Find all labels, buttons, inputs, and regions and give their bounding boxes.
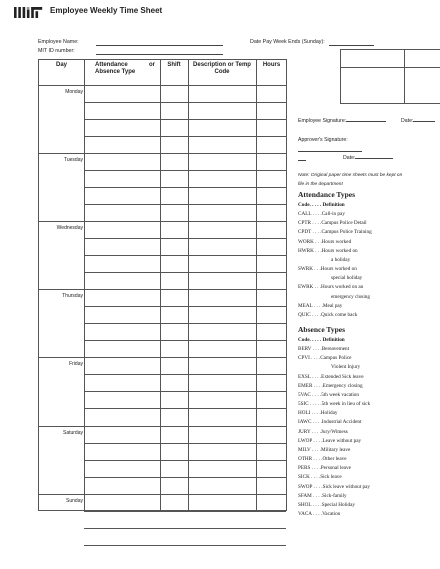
attendance-code: SWRK . . .Hours worked on	[298, 266, 357, 273]
day-divider	[39, 426, 286, 427]
date-label: Date:	[401, 118, 414, 124]
day-divider	[39, 289, 286, 290]
approver-signature-field[interactable]	[298, 151, 362, 152]
absence-code: 5SIC . . . . .5th week in lieu of sick	[298, 401, 371, 408]
entry-row-divider	[84, 187, 286, 188]
day-label-monday: Monday	[65, 89, 83, 95]
absence-code: IAWC . . . .Industrial Accident	[298, 419, 362, 426]
attendance-code-cont: emergency closing	[331, 293, 370, 300]
employee-name-field[interactable]	[96, 45, 223, 46]
day-label-saturday: Saturday	[62, 429, 83, 436]
attendance-codes-header: Code. . . . . Definition	[298, 202, 345, 208]
absence-codes	[298, 336, 370, 519]
mit-id-field[interactable]	[96, 54, 223, 55]
absence-code: JURY . . . .Jury/Witness	[298, 428, 348, 435]
attendance-code: MEAL . . . .Meal pay	[298, 302, 343, 309]
attendance-codes	[298, 201, 372, 320]
employee-signature-date[interactable]	[401, 118, 435, 124]
day-label-friday: Friday	[69, 361, 83, 368]
entry-row-divider	[84, 460, 286, 461]
summary-divider	[341, 67, 440, 68]
day-divider	[39, 153, 286, 154]
day-divider	[39, 221, 286, 222]
entry-row-divider	[84, 204, 286, 205]
attendance-code: WORK . . .Hours worked	[298, 238, 352, 245]
timesheet-table	[38, 59, 287, 511]
day-divider	[39, 357, 286, 358]
entry-row-divider	[84, 136, 286, 137]
attendance-code: CPTR . . . .Campus Police Detail	[298, 220, 367, 227]
column-header-hours: Hours	[262, 62, 281, 68]
employee-signature-label: Employee Signature:	[298, 118, 347, 124]
attendance-code: EWRK . . .Hours worked on an	[298, 284, 364, 291]
absence-code: SHOL . . . .Special Holiday	[298, 501, 356, 508]
absence-types-title: Absence Types	[298, 325, 346, 334]
column-header-description: Description or Temp Code	[193, 62, 251, 75]
entry-row-divider	[84, 374, 286, 375]
day-label-thursday: Thursday	[62, 293, 83, 300]
absence-code: EMER . . . .Emergency closing	[298, 382, 363, 389]
entry-row-divider	[84, 272, 286, 273]
entry-row-divider	[84, 170, 286, 171]
absence-code: PERS . . . .Personal leave	[298, 465, 351, 472]
absence-code: LWOP . . . .Leave without pay	[298, 437, 362, 444]
absence-code: SWOP . . . .Sick leave without pay	[298, 483, 370, 490]
header-divider	[39, 85, 286, 86]
entry-row-divider	[84, 528, 286, 529]
attendance-code: HWRK . . .Hours worked on	[298, 247, 358, 254]
absence-code: 5VAC . . . .5th week vacation	[298, 391, 359, 398]
column-header-attendance: Attendance or Absence Type	[95, 62, 155, 75]
absence-code: EXSL . . . .Extended Sick leave	[298, 373, 364, 380]
entry-row-divider	[84, 511, 286, 512]
attendance-code: QUIC . . . .Quick come back	[298, 311, 358, 318]
day-label-wednesday: Wednesday	[56, 225, 83, 232]
absence-codes-header: Code. . . . . Definition	[298, 337, 345, 343]
day-divider	[39, 494, 286, 495]
entry-row-divider	[84, 238, 286, 239]
approver-signature-line[interactable]	[298, 160, 306, 161]
note-text: Note: Original paper time sheets must be kept on file in the department	[298, 173, 403, 187]
entry-row-divider	[84, 477, 286, 478]
approver-signature-date[interactable]	[343, 155, 393, 161]
absence-code: BERV . . . .Bereavement	[298, 346, 350, 353]
mit-logo	[14, 7, 45, 18]
absence-code: SFAM . . . .Sick-family	[298, 492, 347, 499]
date-label: Date:	[343, 155, 356, 161]
absence-code: SICK . . . .Sick leave	[298, 474, 342, 481]
employee-signature[interactable]	[298, 118, 386, 124]
summary-box	[340, 49, 440, 104]
employee-name-label: Employee Name:	[38, 39, 79, 45]
entry-row-divider	[84, 340, 286, 341]
column-header-shift: Shift	[167, 62, 181, 68]
approver-signature-label: Approver's Signature:	[298, 137, 348, 143]
mit-id-label: MIT ID number:	[38, 48, 75, 54]
entry-row-divider	[84, 391, 286, 392]
absence-code: MILV . . . .Military leave	[298, 446, 351, 453]
entry-row-divider	[84, 408, 286, 409]
date-pay-week-label: Date Pay Week Ends (Sunday):	[250, 39, 325, 45]
entry-row-divider	[84, 443, 286, 444]
absence-code: OTHR . . . .Other leave	[298, 456, 347, 463]
date-pay-week-field[interactable]	[329, 45, 374, 46]
entry-row-divider	[84, 255, 286, 256]
entry-row-divider	[84, 119, 286, 120]
day-label-tuesday: Tuesday	[64, 157, 83, 164]
attendance-types-title: Attendance Types	[298, 190, 356, 199]
absence-code: HOLI . . . .Holiday	[298, 410, 338, 417]
entry-row-divider	[84, 306, 286, 307]
absence-code: CPVI . . . .Campus Police	[298, 355, 352, 362]
absence-code: VACA . . . .Vacation	[298, 510, 341, 517]
attendance-code: CPDT . . . .Campus Police Training	[298, 229, 372, 236]
entry-row-divider	[84, 545, 286, 546]
summary-divider	[404, 50, 405, 103]
page-title: Employee Weekly Time Sheet	[50, 6, 163, 15]
day-label-sunday: Sunday	[66, 497, 83, 504]
entry-row-divider	[84, 323, 286, 324]
attendance-code: CALL . . . .Call-in pay	[298, 211, 345, 218]
absence-code-cont: Violent Injury	[331, 364, 361, 371]
column-header-day: Day	[55, 62, 67, 68]
entry-row-divider	[84, 102, 286, 103]
attendance-code-cont: special holiday	[331, 275, 363, 282]
attendance-code-cont: a holiday	[331, 256, 351, 263]
